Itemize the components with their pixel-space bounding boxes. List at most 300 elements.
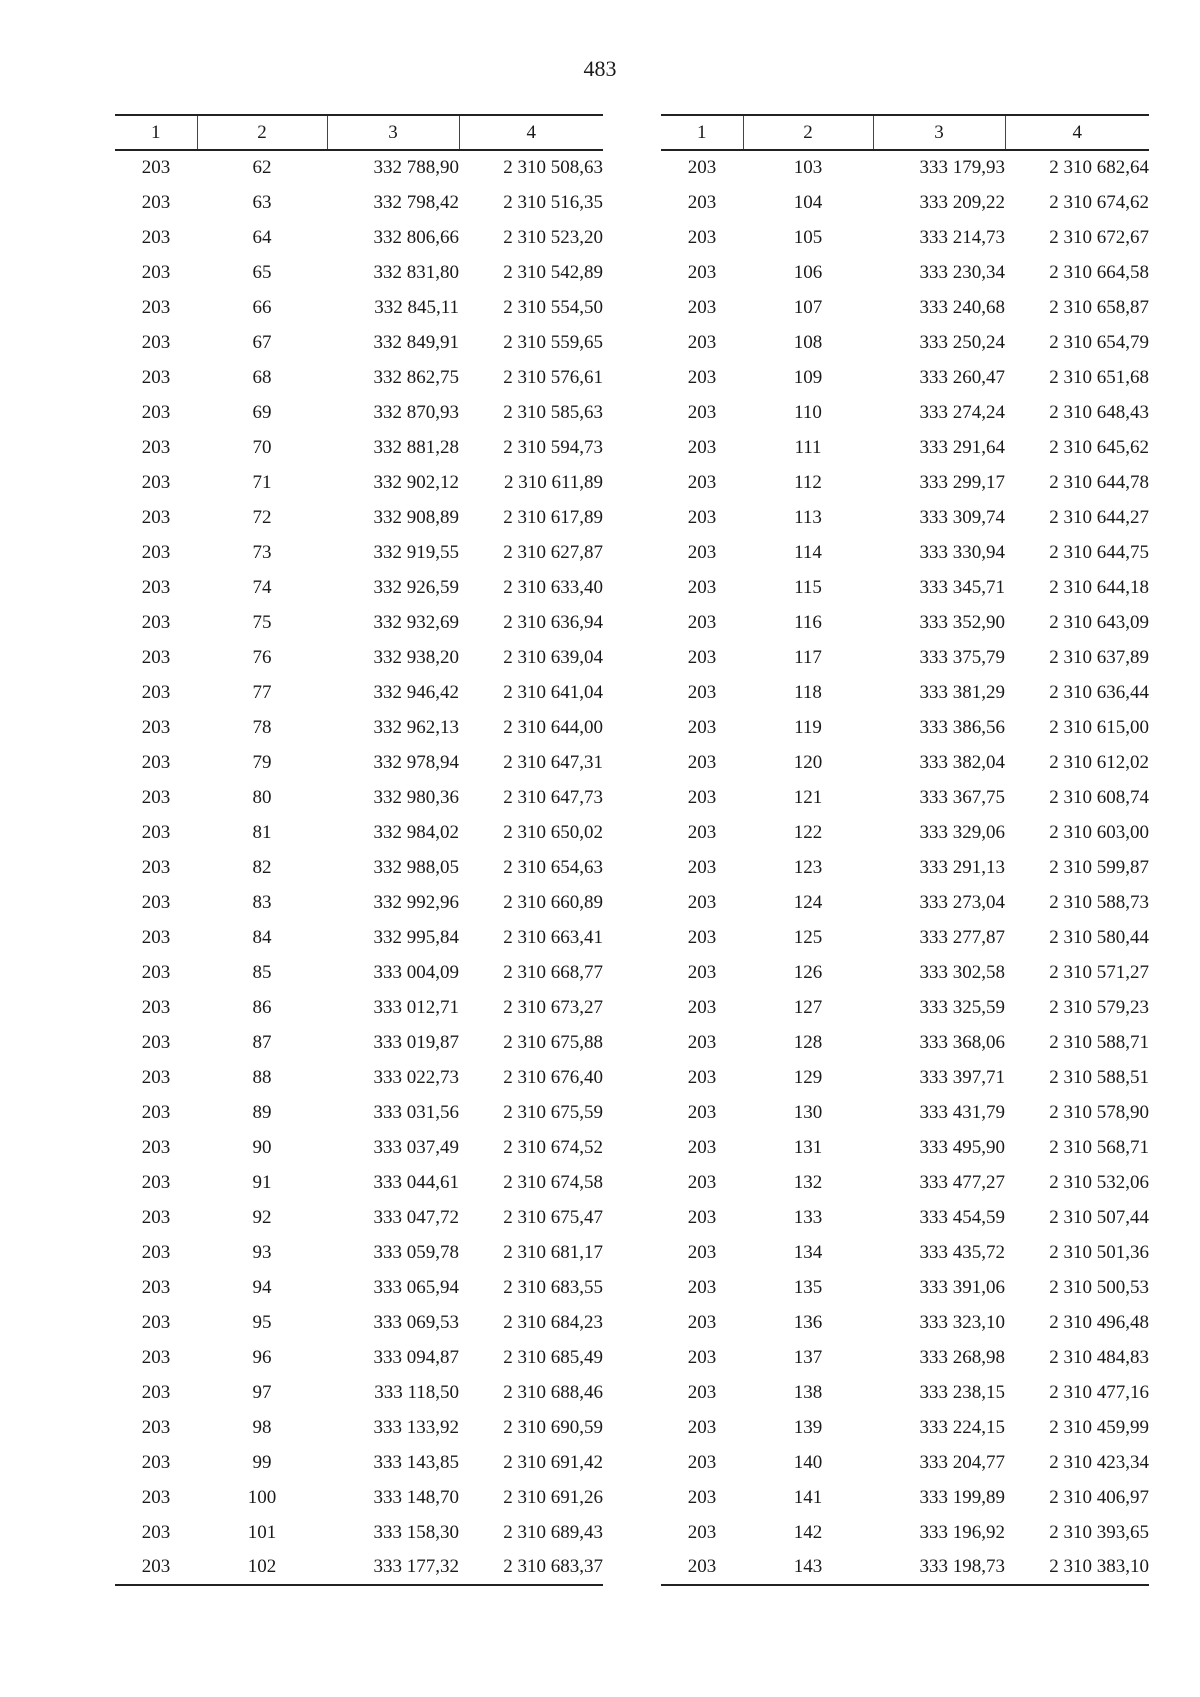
table-row	[115, 255, 603, 290]
cell-col-4: 2 310 636,94	[503, 611, 603, 633]
cell-col-4: 2 310 507,44	[1049, 1206, 1149, 1228]
table-row	[661, 1270, 1149, 1305]
cell-col-4: 2 310 532,06	[1049, 1171, 1149, 1193]
cell-col-2: 104	[793, 191, 823, 213]
cell-col-1: 203	[141, 366, 171, 388]
cell-col-1: 203	[141, 751, 171, 773]
cell-col-2: 109	[793, 366, 823, 388]
cell-col-3: 332 845,11	[374, 296, 459, 318]
cell-col-1: 203	[141, 1101, 171, 1123]
cell-col-1: 203	[687, 611, 717, 633]
cell-col-4: 2 310 393,65	[1049, 1521, 1149, 1543]
cell-col-4: 2 310 676,40	[503, 1066, 603, 1088]
table-row	[661, 780, 1149, 815]
cell-col-1: 203	[687, 541, 717, 563]
cell-col-1: 203	[141, 296, 171, 318]
table-row	[661, 920, 1149, 955]
cell-col-4: 2 310 673,27	[503, 996, 603, 1018]
cell-col-1: 203	[141, 331, 171, 353]
cell-col-4: 2 310 617,89	[503, 506, 603, 528]
table-row	[115, 780, 603, 815]
cell-col-4: 2 310 594,73	[503, 436, 603, 458]
table-row	[115, 395, 603, 430]
cell-col-4: 2 310 691,26	[503, 1486, 603, 1508]
table-row	[115, 1445, 603, 1480]
cell-col-4: 2 310 651,68	[1049, 366, 1149, 388]
cell-col-1: 203	[141, 1031, 171, 1053]
cell-col-2: 108	[793, 331, 823, 353]
cell-col-3: 333 069,53	[373, 1311, 459, 1333]
cell-col-2: 93	[252, 1241, 272, 1263]
coordinates-table-right	[661, 114, 1149, 1586]
cell-col-3: 333 495,90	[919, 1136, 1005, 1158]
cell-col-3: 333 477,27	[919, 1171, 1005, 1193]
cell-col-4: 2 310 663,41	[503, 926, 603, 948]
cell-col-2: 122	[793, 821, 823, 843]
cell-col-3: 333 196,92	[919, 1521, 1005, 1543]
cell-col-1: 203	[141, 471, 171, 493]
table-row	[115, 1410, 603, 1445]
cell-col-1: 203	[115, 1550, 197, 1585]
cell-col-4: 2 310 523,20	[503, 226, 603, 248]
table-row	[115, 1130, 603, 1165]
cell-col-3: 333 329,06	[919, 821, 1005, 843]
cell-col-2: 81	[252, 821, 272, 843]
cell-col-3: 333 047,72	[373, 1206, 459, 1228]
cell-col-4: 2 310 681,17	[503, 1241, 603, 1263]
cell-col-4: 2 310 639,04	[503, 646, 603, 668]
cell-col-1: 203	[687, 996, 717, 1018]
cell-col-4: 2 310 668,77	[503, 961, 603, 983]
cell-col-4: 2 310 641,04	[503, 681, 603, 703]
cell-col-3: 332 984,02	[373, 821, 459, 843]
cell-col-2: 63	[252, 191, 272, 213]
cell-col-2: 89	[252, 1101, 272, 1123]
cell-col-2: 97	[252, 1381, 272, 1403]
cell-col-3: 332 831,80	[373, 261, 459, 283]
table-row	[661, 1375, 1149, 1410]
cell-col-3: 333 367,75	[919, 786, 1005, 808]
cell-col-1: 203	[687, 366, 717, 388]
cell-col-1: 203	[141, 891, 171, 913]
table-row	[661, 1130, 1149, 1165]
cell-col-1: 203	[141, 786, 171, 808]
cell-col-3: 333 004,09	[373, 961, 459, 983]
cell-col-4: 2 310 559,65	[503, 331, 603, 353]
cell-col-4: 2 310 588,51	[1049, 1066, 1149, 1088]
cell-col-4: 2 310 588,73	[1049, 891, 1149, 913]
cell-col-3: 332 862,75	[373, 366, 459, 388]
cell-col-3: 333 352,90	[919, 611, 1005, 633]
cell-col-4: 2 310 459,99	[1049, 1416, 1149, 1438]
table-row	[661, 815, 1149, 850]
table-row	[115, 1480, 603, 1515]
cell-col-2: 72	[252, 506, 272, 528]
table-row	[661, 290, 1149, 325]
cell-col-2: 64	[252, 226, 272, 248]
cell-col-4: 2 310 674,52	[503, 1136, 603, 1158]
table-row	[115, 185, 603, 220]
cell-col-3: 333 230,34	[919, 261, 1005, 283]
cell-col-3: 333 302,58	[919, 961, 1005, 983]
cell-col-4: 2 310 690,59	[503, 1416, 603, 1438]
cell-col-1: 203	[141, 821, 171, 843]
cell-col-2: 62	[252, 157, 272, 178]
cell-col-3: 333 044,61	[373, 1171, 459, 1193]
cell-col-3: 333 059,78	[373, 1241, 459, 1263]
cell-col-4: 2 310 643,09	[1049, 611, 1149, 633]
cell-col-2: 77	[252, 681, 272, 703]
cell-col-1: 203	[687, 1416, 717, 1438]
cell-col-1: 203	[141, 1276, 171, 1298]
cell-col-1: 203	[687, 296, 717, 318]
cell-col-2: 141	[793, 1486, 823, 1508]
cell-col-2: 131	[793, 1136, 823, 1158]
cell-col-1: 203	[661, 1550, 743, 1585]
table-row	[661, 640, 1149, 675]
cell-col-2: 113	[794, 506, 822, 528]
cell-col-2: 126	[793, 961, 823, 983]
table-row	[661, 1025, 1149, 1060]
cell-col-1: 203	[687, 506, 717, 528]
table-row	[115, 850, 603, 885]
cell-col-3: 332 870,93	[373, 401, 459, 423]
cell-col-1: 203	[141, 226, 171, 248]
cell-col-4: 2 310 660,89	[503, 891, 603, 913]
table-row	[661, 1060, 1149, 1095]
table-row	[661, 465, 1149, 500]
cell-col-3: 333 381,29	[919, 681, 1005, 703]
cell-col-2: 130	[793, 1101, 823, 1123]
column-header-3: 3	[327, 115, 459, 150]
cell-col-3: 333 309,74	[919, 506, 1005, 528]
cell-col-2: 134	[793, 1241, 823, 1263]
cell-col-4: 2 310 644,75	[1049, 541, 1149, 563]
table-row	[115, 1550, 603, 1585]
cell-col-3: 333 260,47	[919, 366, 1005, 388]
cell-col-1: 203	[141, 716, 171, 738]
cell-col-1: 203	[141, 261, 171, 283]
cell-col-1: 203	[687, 961, 717, 983]
cell-col-4: 2 310 675,88	[503, 1031, 603, 1053]
cell-col-3: 333 382,04	[919, 751, 1005, 773]
cell-col-2: 94	[252, 1276, 272, 1298]
table-row	[115, 1095, 603, 1130]
cell-col-3: 332 849,91	[373, 331, 459, 353]
cell-col-4: 2 310 501,36	[1049, 1241, 1149, 1263]
table-row	[661, 1095, 1149, 1130]
cell-col-3: 333 199,89	[919, 1486, 1005, 1508]
cell-col-3: 332 932,69	[373, 611, 459, 633]
cell-col-2: 78	[252, 716, 272, 738]
cell-col-4: 2 310 682,64	[1049, 157, 1149, 178]
cell-col-2: 96	[252, 1346, 272, 1368]
cell-col-3: 333 031,56	[373, 1101, 459, 1123]
cell-col-2: 132	[793, 1171, 823, 1193]
cell-col-2: 95	[252, 1311, 272, 1333]
table-row	[115, 920, 603, 955]
cell-col-3: 332 992,96	[373, 891, 459, 913]
cell-col-3: 333 037,49	[373, 1136, 459, 1158]
cell-col-3: 332 902,12	[373, 471, 459, 493]
table-row	[115, 325, 603, 360]
cell-col-3: 333 158,30	[373, 1521, 459, 1543]
cell-col-3: 333 368,06	[919, 1031, 1005, 1053]
cell-col-3: 333 323,10	[919, 1311, 1005, 1333]
table-row	[115, 1060, 603, 1095]
cell-col-3: 333 019,87	[373, 1031, 459, 1053]
table-row	[661, 1165, 1149, 1200]
cell-col-1: 203	[687, 1101, 717, 1123]
cell-col-1: 203	[141, 1241, 171, 1263]
cell-col-4: 2 310 644,00	[503, 716, 603, 738]
cell-col-3: 333 397,71	[919, 1066, 1005, 1088]
cell-col-1: 203	[141, 1521, 171, 1543]
cell-col-1: 203	[141, 1066, 171, 1088]
cell-col-3: 333 299,17	[919, 471, 1005, 493]
table-row	[115, 220, 603, 255]
cell-col-1: 203	[687, 1451, 717, 1473]
cell-col-1: 203	[141, 1311, 171, 1333]
cell-col-3: 332 788,90	[373, 157, 459, 178]
cell-col-2: 119	[794, 716, 822, 738]
cell-col-4: 2 310 578,90	[1049, 1101, 1149, 1123]
cell-col-2: 71	[252, 471, 272, 493]
cell-col-2: 123	[793, 856, 823, 878]
cell-col-1: 203	[687, 1276, 717, 1298]
cell-col-4: 2 310 571,27	[1049, 961, 1149, 983]
cell-col-1: 203	[687, 716, 717, 738]
cell-col-4: 2 310 588,71	[1049, 1031, 1149, 1053]
cell-col-3: 333 277,87	[919, 926, 1005, 948]
cell-col-2: 76	[252, 646, 272, 668]
cell-col-2: 101	[247, 1521, 277, 1543]
cell-col-2: 135	[793, 1276, 823, 1298]
cell-col-2: 73	[252, 541, 272, 563]
table-row	[661, 1480, 1149, 1515]
cell-col-4: 2 310 496,48	[1049, 1311, 1149, 1333]
table-row	[115, 150, 603, 185]
cell-col-4: 2 310 685,49	[503, 1346, 603, 1368]
table-row	[115, 1165, 603, 1200]
table-row	[115, 1025, 603, 1060]
cell-col-1: 203	[687, 436, 717, 458]
cell-col-2: 103	[793, 157, 823, 178]
table-row	[115, 1200, 603, 1235]
cell-col-1: 203	[687, 1136, 717, 1158]
cell-col-4: 2 310 500,53	[1049, 1276, 1149, 1298]
cell-col-1: 203	[687, 261, 717, 283]
cell-col-2: 114	[794, 541, 822, 563]
page-number: 483	[583, 56, 617, 81]
cell-col-4: 2 310 477,16	[1049, 1381, 1149, 1403]
cell-col-4: 2 310 691,42	[503, 1451, 603, 1473]
table-row	[661, 1515, 1149, 1550]
cell-col-4: 2 310 627,87	[503, 541, 603, 563]
cell-col-2: 129	[793, 1066, 823, 1088]
cell-col-2: 100	[247, 1486, 277, 1508]
cell-col-4: 2 310 672,67	[1049, 226, 1149, 248]
cell-col-4: 2 310 645,62	[1049, 436, 1149, 458]
cell-col-1: 203	[141, 191, 171, 213]
cell-col-3: 333 325,59	[919, 996, 1005, 1018]
cell-col-2: 106	[793, 261, 823, 283]
cell-col-4: 2 310 684,23	[503, 1311, 603, 1333]
table-header-row	[661, 115, 1149, 150]
cell-col-1: 203	[141, 856, 171, 878]
cell-col-1: 203	[687, 191, 717, 213]
cell-col-3: 333 177,32	[327, 1550, 459, 1585]
cell-col-4: 2 310 674,62	[1049, 191, 1149, 213]
table-row	[661, 325, 1149, 360]
cell-col-1: 203	[141, 611, 171, 633]
table-row	[661, 990, 1149, 1025]
cell-col-3: 333 268,98	[919, 1346, 1005, 1368]
column-header-2: 2	[743, 115, 873, 150]
cell-col-4: 2 310 674,58	[503, 1171, 603, 1193]
cell-col-4: 2 310 654,63	[503, 856, 603, 878]
cell-col-2: 125	[793, 926, 823, 948]
table-row	[115, 500, 603, 535]
cell-col-2: 75	[252, 611, 272, 633]
cell-col-2: 83	[252, 891, 272, 913]
cell-col-1: 203	[687, 751, 717, 773]
table-row	[115, 815, 603, 850]
cell-col-4: 2 310 406,97	[1049, 1486, 1149, 1508]
cell-col-2: 111	[794, 436, 822, 458]
cell-col-1: 203	[687, 1031, 717, 1053]
cell-col-2: 105	[793, 226, 823, 248]
cell-col-1: 203	[141, 506, 171, 528]
cell-col-2: 85	[252, 961, 272, 983]
cell-col-4: 2 310 554,50	[503, 296, 603, 318]
cell-col-4: 2 310 568,71	[1049, 1136, 1149, 1158]
table-row	[661, 430, 1149, 465]
cell-col-4: 2 310 599,87	[1049, 856, 1149, 878]
cell-col-1: 203	[687, 1381, 717, 1403]
cell-col-3: 332 995,84	[373, 926, 459, 948]
cell-col-4: 2 310 542,89	[503, 261, 603, 283]
cell-col-1: 203	[687, 1066, 717, 1088]
cell-col-3: 332 988,05	[373, 856, 459, 878]
cell-col-3: 333 345,71	[919, 576, 1005, 598]
cell-col-2: 74	[252, 576, 272, 598]
cell-col-3: 333 291,64	[919, 436, 1005, 458]
cell-col-1: 203	[687, 856, 717, 878]
table-row	[661, 675, 1149, 710]
cell-col-1: 203	[687, 226, 717, 248]
cell-col-3: 333 238,15	[919, 1381, 1005, 1403]
cell-col-2: 110	[794, 401, 822, 423]
cell-col-3: 332 978,94	[373, 751, 459, 773]
cell-col-3: 333 431,79	[919, 1101, 1005, 1123]
cell-col-3: 333 214,73	[919, 226, 1005, 248]
cell-col-1: 203	[141, 576, 171, 598]
cell-col-2: 133	[793, 1206, 823, 1228]
cell-col-1: 203	[687, 1311, 717, 1333]
cell-col-2: 99	[252, 1451, 272, 1473]
cell-col-4: 2 310 576,61	[503, 366, 603, 388]
table-row	[661, 1305, 1149, 1340]
cell-col-2: 91	[252, 1171, 272, 1193]
cell-col-3: 333 065,94	[373, 1276, 459, 1298]
cell-col-1: 203	[141, 157, 171, 178]
table-row	[661, 1410, 1149, 1445]
table-header-row	[115, 115, 603, 150]
cell-col-2: 120	[793, 751, 823, 773]
table-row	[661, 395, 1149, 430]
cell-col-4: 2 310 647,73	[503, 786, 603, 808]
cell-col-3: 332 919,55	[373, 541, 459, 563]
cell-col-2: 90	[252, 1136, 272, 1158]
cell-col-4: 2 310 585,63	[503, 401, 603, 423]
cell-col-3: 333 273,04	[919, 891, 1005, 913]
cell-col-4: 2 310 611,89	[503, 471, 603, 493]
table-row	[661, 1550, 1149, 1585]
cell-col-3: 332 926,59	[373, 576, 459, 598]
cell-col-4: 2 310 658,87	[1049, 296, 1149, 318]
cell-col-1: 203	[141, 996, 171, 1018]
table-row	[115, 955, 603, 990]
cell-col-1: 203	[687, 1521, 717, 1543]
cell-col-4: 2 310 612,02	[1049, 751, 1149, 773]
cell-col-3: 333 224,15	[919, 1416, 1005, 1438]
cell-col-1: 203	[687, 646, 717, 668]
cell-col-3: 332 938,20	[373, 646, 459, 668]
cell-col-1: 203	[687, 821, 717, 843]
cell-col-1: 203	[687, 681, 717, 703]
cell-col-2: 79	[252, 751, 272, 773]
cell-col-1: 203	[141, 541, 171, 563]
cell-col-2: 140	[793, 1451, 823, 1473]
cell-col-1: 203	[141, 1206, 171, 1228]
cell-col-1: 203	[687, 1486, 717, 1508]
cell-col-1: 203	[141, 1381, 171, 1403]
cell-col-3: 333 094,87	[373, 1346, 459, 1368]
cell-col-2: 65	[252, 261, 272, 283]
cell-col-3: 333 133,92	[373, 1416, 459, 1438]
table-row	[661, 1235, 1149, 1270]
cell-col-4: 2 310 689,43	[503, 1521, 603, 1543]
column-header-1: 1	[115, 115, 197, 150]
cell-col-2: 68	[252, 366, 272, 388]
cell-col-3: 332 980,36	[373, 786, 459, 808]
cell-col-3: 332 806,66	[373, 226, 459, 248]
cell-col-3: 333 012,71	[373, 996, 459, 1018]
cell-col-4: 2 310 423,34	[1049, 1451, 1149, 1473]
cell-col-2: 136	[793, 1311, 823, 1333]
cell-col-2: 116	[794, 611, 822, 633]
cell-col-4: 2 310 664,58	[1049, 261, 1149, 283]
cell-col-4: 2 310 683,55	[503, 1276, 603, 1298]
cell-col-4: 2 310 647,31	[503, 751, 603, 773]
cell-col-1: 203	[687, 1346, 717, 1368]
cell-col-4: 2 310 648,43	[1049, 401, 1149, 423]
cell-col-2: 142	[793, 1521, 823, 1543]
cell-col-1: 203	[141, 436, 171, 458]
cell-col-2: 102	[197, 1550, 327, 1585]
table-row	[115, 605, 603, 640]
table-row	[661, 255, 1149, 290]
cell-col-1: 203	[141, 1346, 171, 1368]
cell-col-1: 203	[687, 1206, 717, 1228]
cell-col-4: 2 310 644,27	[1049, 506, 1149, 528]
cell-col-2: 67	[252, 331, 272, 353]
cell-col-2: 66	[252, 296, 272, 318]
cell-col-4: 2 310 516,35	[503, 191, 603, 213]
table-row	[661, 955, 1149, 990]
table-row	[661, 1200, 1149, 1235]
